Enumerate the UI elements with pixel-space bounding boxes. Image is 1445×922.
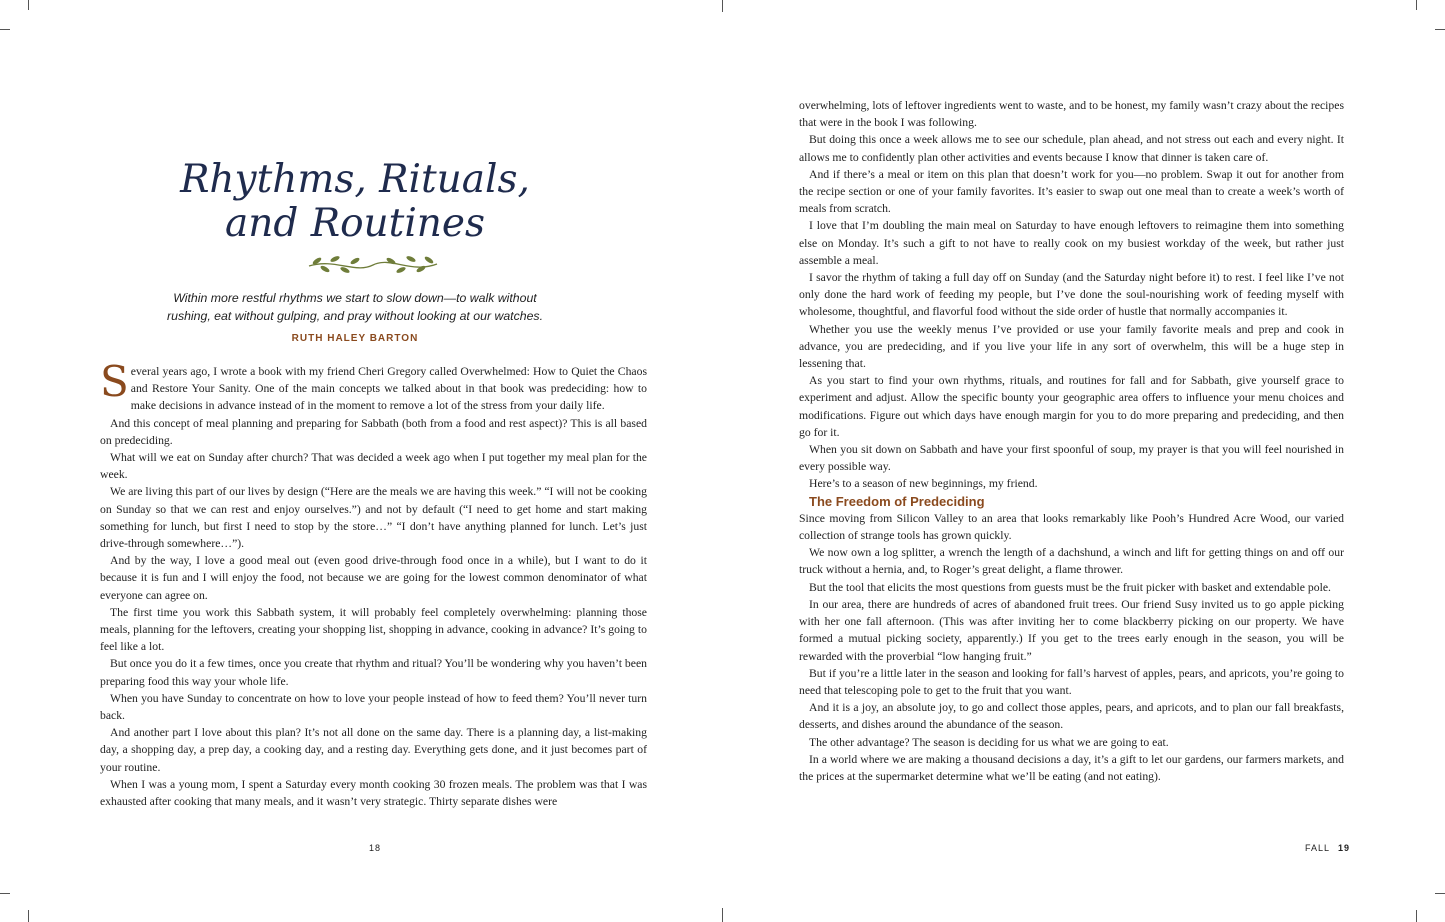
- paragraph: And if there’s a meal or item on this plan that doesn’t work for you—no problem. Swap it out for another from the recipe section or one of your family favorites. It’s easier to swap out one meal than to create a week’s worth of meals from scratch.: [799, 167, 1344, 216]
- paragraph: When I was a young mom, I spent a Saturday every month cooking 30 frozen meals. The problem was that I was exhausted after cooking that many meals, and it wasn’t very strategic. Thirty separate dishes were: [100, 777, 647, 809]
- paragraph: But doing this once a week allows me to see our schedule, plan ahead, and not stress out each and every night. It allows me to confidently plan other activities and events because I know that dinner is taken care of.: [799, 133, 1344, 164]
- paragraph: Since moving from Silicon Valley to an area that looks remarkably like Pooh’s Hundred Acre Wood, our varied collection of strange tools has grown quickly.: [799, 511, 1344, 543]
- paragraph: We now own a log splitter, a wrench the length of a dachshund, a winch and lift for getting things on and off our truck without a hernia, and, to Roger’s great delight, a flame thrower.: [799, 546, 1344, 577]
- vine-ornament-icon: [305, 252, 441, 276]
- drop-cap: S: [100, 357, 129, 406]
- paragraph: Several years ago, I wrote a book with my friend Cheri Gregory called Overwhelmed: How to Quiet the Chaos and Restore Your Sanity. One of the main concepts we talked about in that book was predeciding: how to make decisions in advance instead of in the moment to remove a lot of the stress from your daily life.: [100, 357, 647, 413]
- paragraph: We are living this part of our lives by design (“Here are the meals we are having this week.” “I will not be cooking on Sunday so that we can rest and enjoy ourselves.”) and not by default (“I need to get home and start making something for lunch, but first I need to stop by the store…” “I don’t have anything planned for lunch. Let’s just drive-through somewhere…”).: [100, 485, 647, 551]
- paragraph: And another part I love about this plan? It’s not all done on the same day. There is a planning day, a list-making day, a shopping day, a prep day, a cooking day, and a resting day. Everything gets done, and it just becomes part of your routine.: [100, 726, 647, 774]
- paragraph: But once you do it a few times, once you create that rhythm and ritual? You’ll be wondering why you haven’t been preparing food this way your whole life.: [100, 657, 647, 688]
- chapter-title: Rhythms, Rituals, and Routines: [180, 157, 530, 246]
- paragraph: When you have Sunday to concentrate on how to love your people instead of how to feed them? You’ll never turn back.: [100, 691, 647, 723]
- paragraph: I love that I’m doubling the main meal on Saturday to have enough leftovers to reimagine them into something else on Monday. It’s such a gift to not have to really cook on my busiest workday of the week, but rather just assemble a meal.: [799, 219, 1344, 267]
- paragraph: But the tool that elicits the most questions from guests must be the fruit picker with basket and extendable pole.: [809, 580, 1331, 594]
- left-page: [0, 0, 722, 922]
- paragraph: The first time you work this Sabbath system, it will probably feel completely overwhelming: planning those meals, planning for the leftovers, creating your shopping list, shopping in advance, cooking in advance? It’s going to feel like a lot.: [100, 605, 647, 654]
- paragraph: Here’s to a season of new beginnings, my friend.: [809, 477, 1038, 491]
- paragraph: And by the way, I love a good meal out (even good drive-through food once in a while), but I want to do it because it is fun and I will enjoy the food, not because we are going for the lowest common denominator of what everyone can agree on.: [100, 554, 647, 602]
- page-number: 19: [1338, 843, 1351, 853]
- paragraph: When you sit down on Sabbath and have your first spoonful of soup, my prayer is that you will feel nourished in every possible way.: [799, 443, 1344, 474]
- page-folio: [1305, 843, 1350, 853]
- left-body-text: [100, 357, 647, 810]
- paragraph: overwhelming, lots of leftover ingredients went to waste, and to be honest, my family wasn’t crazy about the recipes that were in the book I was following.: [799, 99, 1344, 130]
- paragraph: And this concept of meal planning and preparing for Sabbath (both from a food and rest aspect)? This is all based on predeciding.: [100, 416, 647, 447]
- paragraph: The other advantage? The season is deciding for us what we are going to eat.: [809, 735, 1169, 749]
- paragraph: I savor the rhythm of taking a full day off on Sunday (and the Saturday night before it) to rest. I feel like I’ve not only done the hard work of feeding my people, but I’ve done the soul-nourishing work of feeding myself with wholesome, thoughtful, and flavorful food without the side order of hustle that normally accompanies it.: [799, 271, 1344, 319]
- epigraph-author: RUTH HALEY BARTON: [291, 333, 419, 344]
- right-page: [723, 0, 1445, 922]
- paragraph: In a world where we are making a thousand decisions a day, it’s a gift to let our gardens, our farmers markets, and the prices at the supermarket determine what we’ll be eating (and not eating).: [799, 752, 1344, 783]
- paragraph: But if you’re a little later in the season and looking for fall’s harvest of apples, pears, and apricots, you’re going to need that telescoping pole to get to the fruit that you want.: [799, 666, 1344, 697]
- section-heading: The Freedom of Predeciding: [809, 493, 985, 509]
- paragraph: As you start to find your own rhythms, rituals, and routines for fall and for Sabbath, give yourself grace to experiment and adjust. Allow the specific bounty your geographic area offers to influence your menu choices and modifications. Figure out which days have enough margin for you to do more preparing and predeciding, and then go for it.: [799, 374, 1344, 439]
- epigraph: Within more restful rhythms we start to slow down—to walk without rushing, eat without gulping, and pray without looking at our watches.: [167, 291, 543, 323]
- paragraph: What will we eat on Sunday after church? That was decided a week ago when I put together my meal plan for the week.: [100, 451, 647, 482]
- page-number: 18: [369, 843, 382, 853]
- paragraph: And it is a joy, an absolute joy, to go and collect those apples, pears, and apricots, and to plan our fall breakfasts, desserts, and dishes around the abundance of the season.: [799, 701, 1344, 732]
- folio-label: FALL: [1305, 843, 1331, 853]
- paragraph: In our area, there are hundreds of acres of abandoned fruit trees. Our friend Susy invited us to go apple picking with her one fall afternoon. (This was after inviting her to come blackberry picking on our property. We have formed a mutual picking society, apparently.) If you get to the trees early enough in the season, you will be rewarded with the proverbial “low hanging fruit.”: [799, 597, 1344, 663]
- right-body-text: [799, 97, 1344, 785]
- paragraph: Whether you use the weekly menus I’ve provided or use your family favorite meals and prep and cook in advance, you are predeciding, and if you live your life in any sort of overwhelm, this will be a huge step in lessening that.: [799, 322, 1344, 371]
